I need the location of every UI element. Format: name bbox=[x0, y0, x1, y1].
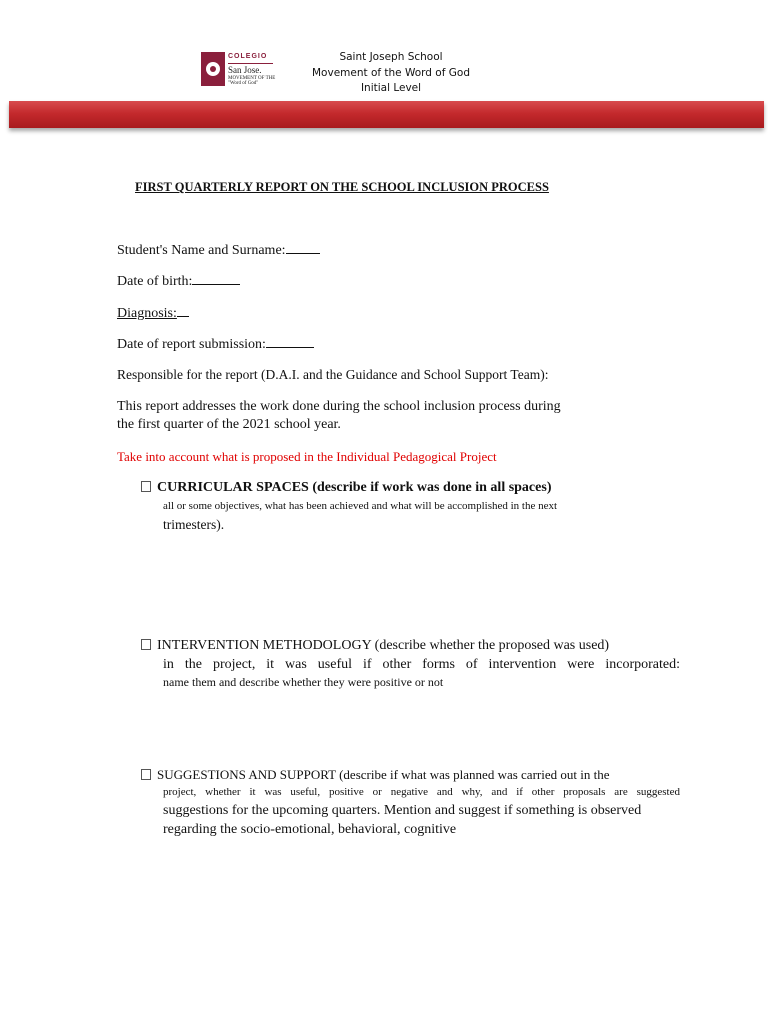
curricular-heading: CURRICULAR SPACES (describe if work was done in all spaces) bbox=[141, 480, 551, 496]
school-movement: Movement of the Word of God bbox=[312, 66, 470, 79]
suggestions-body: project, whether it was useful, positive or negative and why, and if other proposals are suggested suggestions for the upcoming quarters. Mention and suggest if something is observed regarding the socio-emotional, behavioral, cognitive bbox=[163, 786, 680, 837]
submission-date-label: Date of report submission: bbox=[117, 337, 266, 352]
date-of-birth-label: Date of birth: bbox=[117, 274, 193, 289]
diagnosis-label: Diagnosis: bbox=[117, 306, 177, 321]
checkbox-icon[interactable] bbox=[141, 639, 151, 650]
intro-paragraph: This report addresses the work done during the school inclusion process during the first quarter of the 2021 school year. bbox=[117, 399, 561, 432]
intervention-body: in the project, it was useful if other forms of intervention were incorporated: name them and describe whether they were positive or not bbox=[163, 657, 680, 689]
checkbox-icon[interactable] bbox=[141, 481, 151, 492]
logo-emblem-icon bbox=[201, 52, 225, 86]
student-name-label: Student's Name and Surname: bbox=[117, 243, 286, 258]
suggestions-heading: SUGGESTIONS AND SUPPORT (describe if what was planned was carried out in the bbox=[141, 767, 667, 783]
diagnosis-blank[interactable] bbox=[177, 304, 189, 317]
submission-date-field bbox=[117, 335, 314, 353]
date-of-birth-field bbox=[117, 272, 240, 290]
school-name: Saint Joseph School bbox=[339, 51, 443, 63]
report-title: FIRST QUARTERLY REPORT ON THE SCHOOL INCLUSION PROCESS bbox=[135, 180, 549, 194]
logo-top-text: COLEGIO bbox=[228, 53, 268, 60]
date-of-birth-blank[interactable] bbox=[192, 272, 240, 285]
pedagogical-note: Take into account what is proposed in the Individual Pedagogical Project bbox=[117, 449, 497, 464]
logo-subtitle: MOVEMENT OF THE "Word of God" bbox=[228, 76, 276, 86]
responsible-line: Responsible for the report (D.A.I. and the Guidance and School Support Team): bbox=[117, 367, 549, 382]
logo-divider bbox=[228, 63, 273, 64]
checkbox-icon[interactable] bbox=[141, 769, 151, 780]
student-name-blank[interactable] bbox=[286, 241, 320, 254]
header-band bbox=[9, 101, 764, 128]
curricular-body: all or some objectives, what has been achieved and what will be accomplished in the next trimesters). bbox=[163, 500, 558, 532]
intervention-heading: INTERVENTION METHODOLOGY (describe whether the proposed was used) bbox=[141, 638, 609, 654]
school-header bbox=[280, 50, 502, 97]
student-name-field bbox=[117, 241, 320, 259]
submission-date-blank[interactable] bbox=[266, 335, 314, 348]
logo-name: San Jose. bbox=[228, 65, 262, 75]
school-level: Initial Level bbox=[360, 82, 422, 94]
school-logo bbox=[201, 51, 279, 89]
diagnosis-field bbox=[117, 304, 189, 322]
